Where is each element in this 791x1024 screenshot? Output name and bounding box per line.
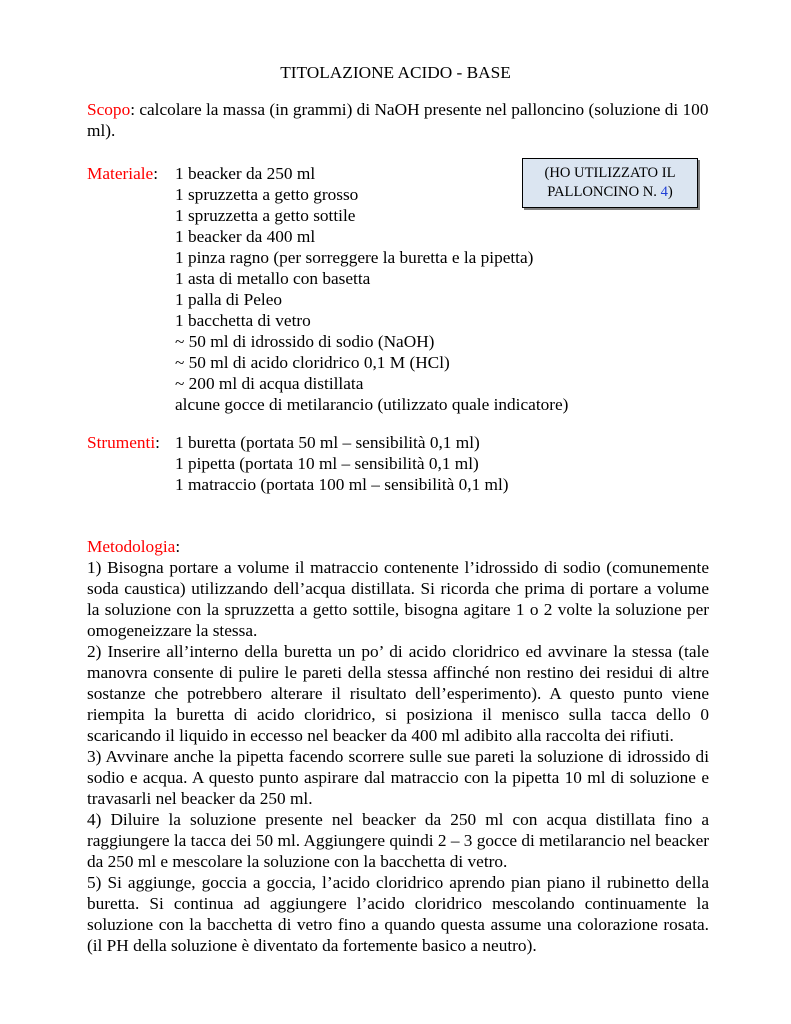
materiale-list [175,163,568,415]
list-item: 1 buretta (portata 50 ml – sensibilità 0,1 ml) [175,433,480,452]
metodologia-label: Metodologia [87,537,176,556]
materiale-heading [87,163,158,184]
method-step: 2) Inserire all’interno della buretta un po’ di acido cloridrico ed avvinare la stessa (tale manovra consente di pulire le pareti della stessa affinché non restino dei residui di altre sostanze che potrebbero alterare il risultato dell’esperimento). A questo punto viene riempita la buretta di acido cloridrico, si posiziona il menisco sulla tacca dello 0 scaricando il liquido in eccesso nel beacker da 400 ml adibito alla raccolta dei rifiuti. [87,642,709,745]
strumenti-colon: : [155,433,160,452]
list-item: 1 beacker da 250 ml [175,164,316,183]
list-item: 1 palla di Peleo [175,290,283,309]
list-item: 1 beacker da 400 ml [175,227,316,246]
list-item: 1 pipetta (portata 10 ml – sensibilità 0,1 ml) [175,454,479,473]
list-item: 1 spruzzetta a getto sottile [175,206,356,225]
method-step: 4) Diluire la soluzione presente nel beacker da 250 ml con acqua distillata fino a raggiungere la tacca dei 50 ml. Aggiungere quindi 2 – 3 gocce di metilarancio nel beacker da 250 ml e mescolare la soluzione con la bacchetta di vetro. [87,810,709,871]
list-item: 1 bacchetta di vetro [175,311,311,330]
list-item: 1 matraccio (portata 100 ml – sensibilità 0,1 ml) [175,475,509,494]
document-title: TITOLAZIONE ACIDO - BASE [280,63,511,82]
list-item: alcune gocce di metilarancio (utilizzato quale indicatore) [175,395,569,414]
metodologia-section [87,536,709,956]
metodologia-colon: : [175,537,181,556]
strumenti-list [175,432,509,495]
strumenti-label: Strumenti [87,433,156,452]
materiale-colon: : [153,164,159,183]
palloncino-number: 4 [660,184,668,200]
list-item: 1 spruzzetta a getto grosso [175,185,359,204]
materiale-label: Materiale [87,164,154,183]
note-line-1: (HO UTILIZZATO IL [544,165,676,181]
note-line-2 [523,183,697,202]
scopo-paragraph [87,99,709,141]
list-item: ~ 50 ml di idrossido di sodio (NaOH) [175,332,435,351]
list-item: 1 asta di metallo con basetta [175,269,371,288]
scopo-text: : calcolare la massa (in grammi) di NaOH presente nel palloncino (soluzione di 100 ml). [87,100,709,140]
scopo-label: Scopo [87,100,131,119]
note-line-2-prefix: PALLONCINO N. [547,184,661,200]
method-step: 1) Bisogna portare a volume il matraccio contenente l’idrossido di sodio (comunemente soda caustica) utilizzando dell’acqua distillata. Si ricorda che prima di portare a volume la soluzione con la spruzzetta a getto sottile, bisogna agitare 1 o 2 volte la soluzione per omogeneizzare la stessa. [87,558,709,640]
note-line-2-suffix: ) [667,184,673,200]
method-step: 5) Si aggiunge, goccia a goccia, l’acido cloridrico aprendo pian piano il rubinetto della buretta. Si continua ad aggiungere l’acido cloridrico mescolando continuamente la soluzione con la bacchetta di vetro fino a quando questa assume una colorazione rosata. (il PH della soluzione è diventato da fortemente basico a neutro). [87,873,709,955]
palloncino-note-box [522,158,698,208]
metodologia-heading [87,536,709,557]
method-step: 3) Avvinare anche la pipetta facendo scorrere sulle sue pareti la soluzione di idrossido di sodio e acqua. A questo punto aspirare dal matraccio con la pipetta 10 ml di soluzione e travasarli nel beacker da 250 ml. [87,747,709,808]
list-item: 1 pinza ragno (per sorreggere la buretta e la pipetta) [175,248,534,267]
strumenti-heading [87,432,160,453]
list-item: ~ 50 ml di acido cloridrico 0,1 M (HCl) [175,353,450,372]
list-item: ~ 200 ml di acqua distillata [175,374,364,393]
